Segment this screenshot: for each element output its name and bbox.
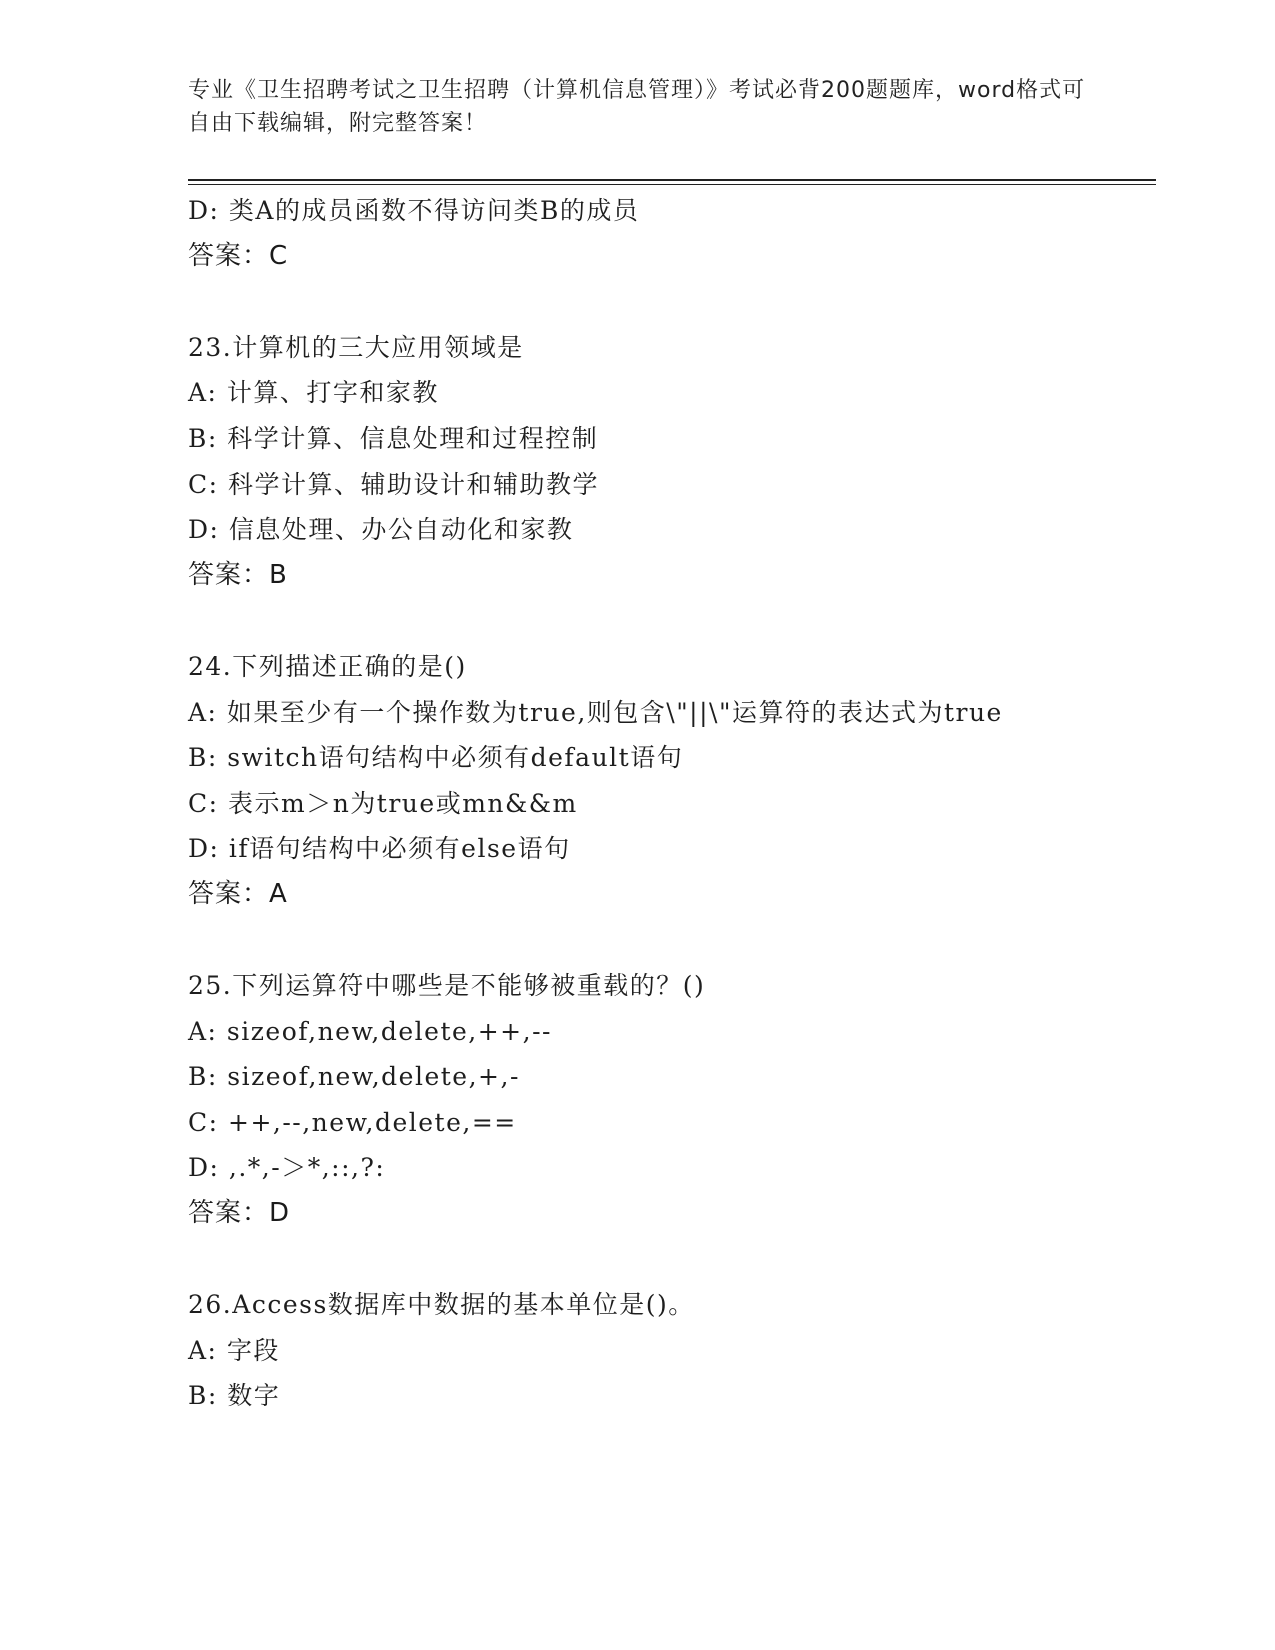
lead-option-d: D: 类A的成员函数不得访问类B的成员 [188,196,640,225]
question-stem: 24.下列描述正确的是() [188,651,467,681]
option-a: A: sizeof,new,delete,++,-- [188,1016,552,1046]
answer: 答案：D [188,1198,291,1229]
option-c: C: 科学计算、辅助设计和辅助教学 [188,469,599,499]
option-a: A: 字段 [188,1335,280,1365]
document-header: 专业《卫生招聘考试之卫生招聘（计算机信息管理）》考试必背200题题库，word格式可自由下载编辑，附完整答案！ [188,78,1086,136]
option-c: C: ++,--,new,delete,== [188,1107,517,1137]
question-stem: 25.下列运算符中哪些是不能够被重载的？() [188,971,706,1001]
question-content [188,188,1108,1419]
option-b: B: 科学计算、信息处理和过程控制 [188,423,599,453]
option-c: C: 表示m＞n为true或mn&&m [188,788,578,818]
question-23 [188,325,1108,599]
question-stem: 23.计算机的三大应用领域是 [188,332,524,362]
lead-answer: 答案：C [188,240,289,271]
option-b: B: switch语句结构中必须有default语句 [188,743,684,773]
option-d: D: ,.*,-＞*,::,?: [188,1153,386,1183]
answer: 答案：A [188,878,288,909]
spacer [188,279,1108,325]
option-a: A: 如果至少有一个操作数为true,则包含\"||\"运算符的表达式为true [188,697,1003,727]
header-divider-thick [188,179,1156,181]
option-b: B: 数字 [188,1381,281,1411]
question-25 [188,963,1108,1237]
option-d: D: if语句结构中必须有else语句 [188,834,571,864]
answer: 答案：B [188,559,288,590]
option-d: D: 信息处理、办公自动化和家教 [188,515,574,545]
spacer [188,598,1108,644]
question-24 [188,644,1108,918]
option-a: A: 计算、打字和家教 [188,378,439,408]
question-26 [188,1282,1108,1419]
option-b: B: sizeof,new,delete,+,- [188,1062,520,1092]
spacer [188,918,1108,964]
question-stem: 26.Access数据库中数据的基本单位是()。 [188,1290,695,1320]
header-divider-thin [188,184,1156,185]
spacer [188,1237,1108,1283]
